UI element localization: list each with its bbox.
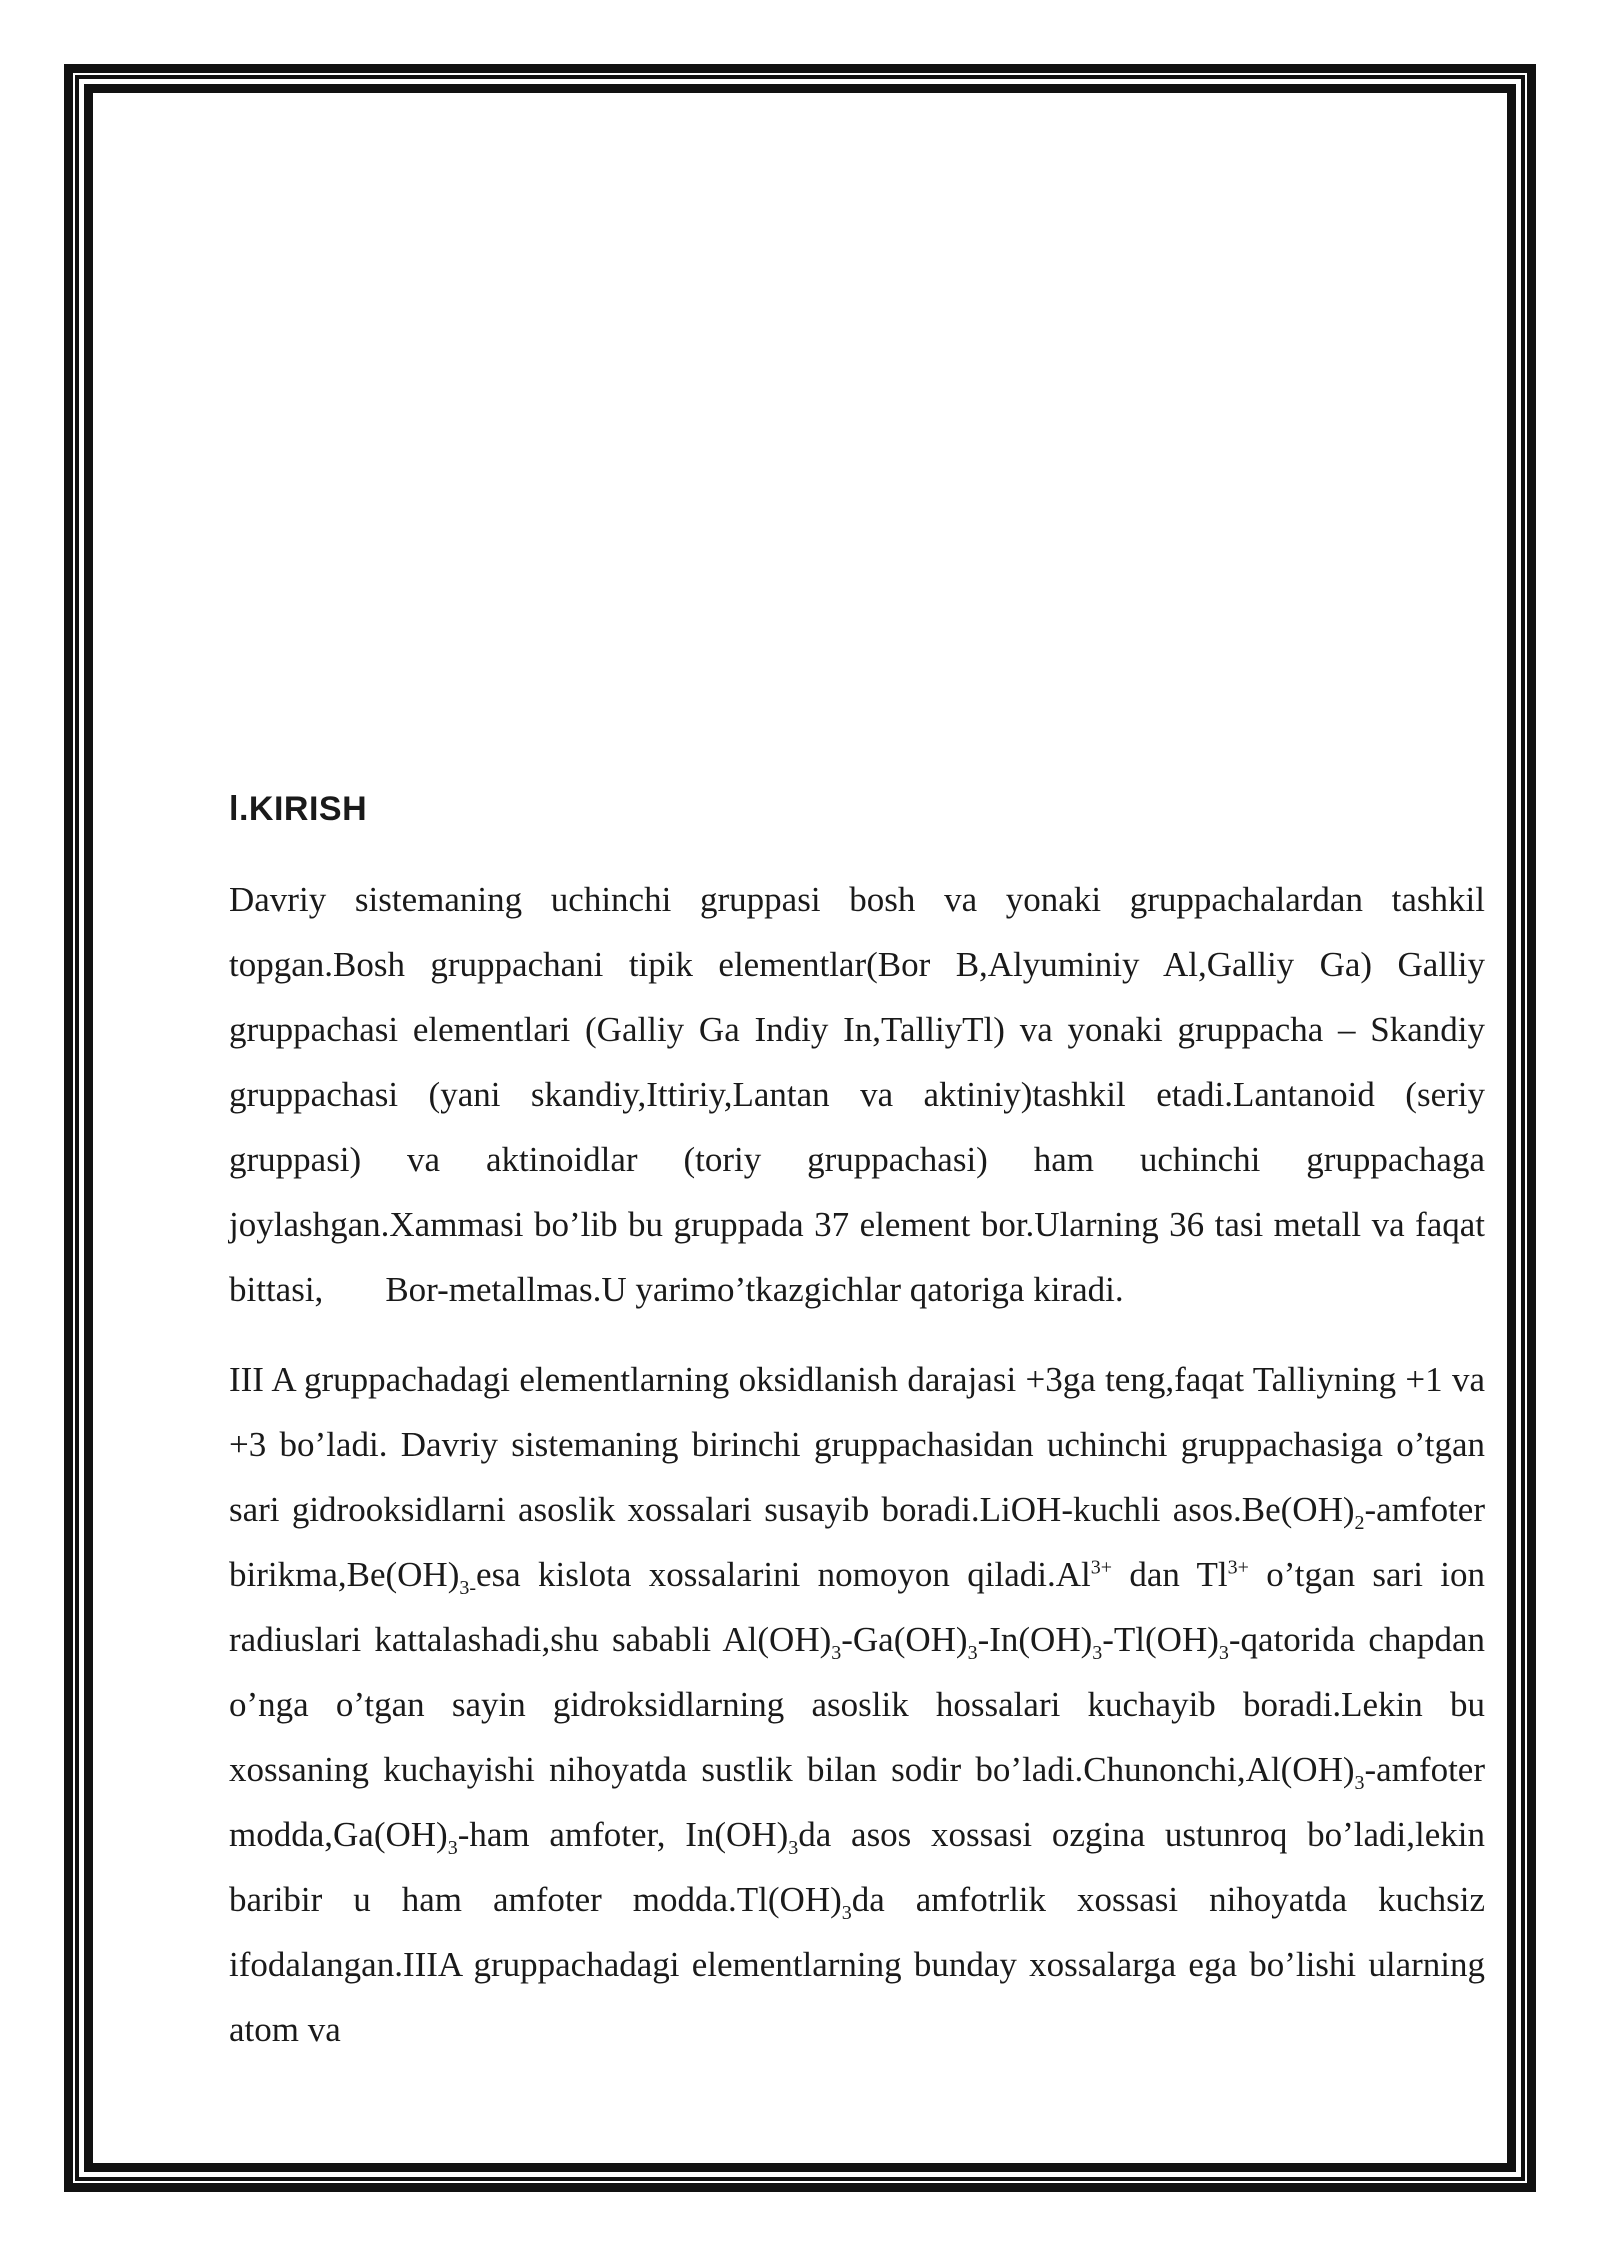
paragraph-text: Davriy sistemaning uchinchi gruppasi bosh va yonaki gruppachalardan tashkil topgan.Bosh gruppachani tipik elementlar(Bor B,Alyuminiy Al,Galliy Ga) Galliy gruppachasi elementlari (Galliy Ga Indiy In,TalliyTl) va yonaki gruppacha – Skandiy gruppachasi (yani skandiy,Ittiriy,Lantan va aktiniy)tashkil etadi.Lantanoid (seriy gruppasi) va aktinoidlar (toriy gruppachasi) ham uchinchi gruppachaga joylashgan.Xammasi bo’lib bu gruppada 37 element bor.Ularning 36 tasi metall va faqat bittasi, bbox=[229, 880, 1485, 1309]
subscript: 3 bbox=[831, 1642, 842, 1664]
subscript: 3 bbox=[1354, 1772, 1365, 1794]
paragraph-introduction bbox=[229, 867, 1485, 1322]
subscript: 3- bbox=[459, 1577, 477, 1599]
paragraph-text: o’tgan sari ion radiuslari kattalashadi,shu sababli Al(OH) bbox=[229, 1555, 1485, 1659]
paragraph-oxidation-states bbox=[229, 1347, 1485, 2062]
subscript: 3 bbox=[967, 1642, 978, 1664]
section-heading: l.KIRISH bbox=[229, 790, 368, 828]
paragraph-text: -Ga(OH) bbox=[841, 1620, 968, 1659]
paragraph-text: da amfotrlik xossasi nihoyatda kuchsiz ifodalangan.IIIA gruppachadagi elementlarning bunday xossalarga ega bo’lishi ularning atom va bbox=[229, 1880, 1485, 2049]
paragraph-text: -qatorida chapdan o’nga o’tgan sayin gidroksidlarning asoslik hossalari kuchayib boradi.Lekin bu xossaning kuchayishi nihoyatda sustlik bilan sodir bo’ladi.Chunonchi,Al(OH) bbox=[229, 1620, 1485, 1789]
subscript: 3 bbox=[788, 1837, 799, 1859]
paragraph-text: da asos xossasi ozgina ustunroq bo’ladi,lekin baribir u ham amfoter modda.Tl(OH) bbox=[229, 1815, 1485, 1919]
paragraph-text: -Tl(OH) bbox=[1102, 1620, 1219, 1659]
paragraph-text: Bor-metallmas.U yarimo’tkazgichlar qatoriga kiradi. bbox=[385, 1270, 1124, 1309]
paragraph-text: -amfoter modda,Ga(OH) bbox=[229, 1750, 1485, 1854]
document-body bbox=[229, 790, 1485, 2087]
subscript: 3 bbox=[841, 1902, 852, 1924]
paragraph-text: -ham amfoter, In(OH) bbox=[457, 1815, 789, 1854]
paragraph-text: dan Tl bbox=[1111, 1555, 1228, 1594]
subscript: 2 bbox=[1354, 1512, 1365, 1534]
subscript: 3 bbox=[1218, 1642, 1229, 1664]
superscript: 3+ bbox=[1090, 1556, 1112, 1579]
paragraph-text: esa kislota xossalarini nomoyon qiladi.Al bbox=[476, 1555, 1091, 1594]
paragraph-text: -amfoter birikma,Be(OH) bbox=[229, 1490, 1485, 1594]
subscript: 3 bbox=[447, 1837, 458, 1859]
paragraph-text: III A gruppachadagi elementlarning oksidlanish darajasi +3ga teng,faqat Talliyning +1 va +3 bo’ladi. Davriy sistemaning birinchi gruppachasidan uchinchi gruppachasiga o’tgan sari gidrooksidlarni asoslik xossalari susayib boradi.LiOH-kuchli asos.Be(OH) bbox=[229, 1360, 1485, 1529]
superscript: 3+ bbox=[1227, 1556, 1249, 1579]
paragraph-text: -In(OH) bbox=[977, 1620, 1093, 1659]
subscript: 3 bbox=[1092, 1642, 1103, 1664]
